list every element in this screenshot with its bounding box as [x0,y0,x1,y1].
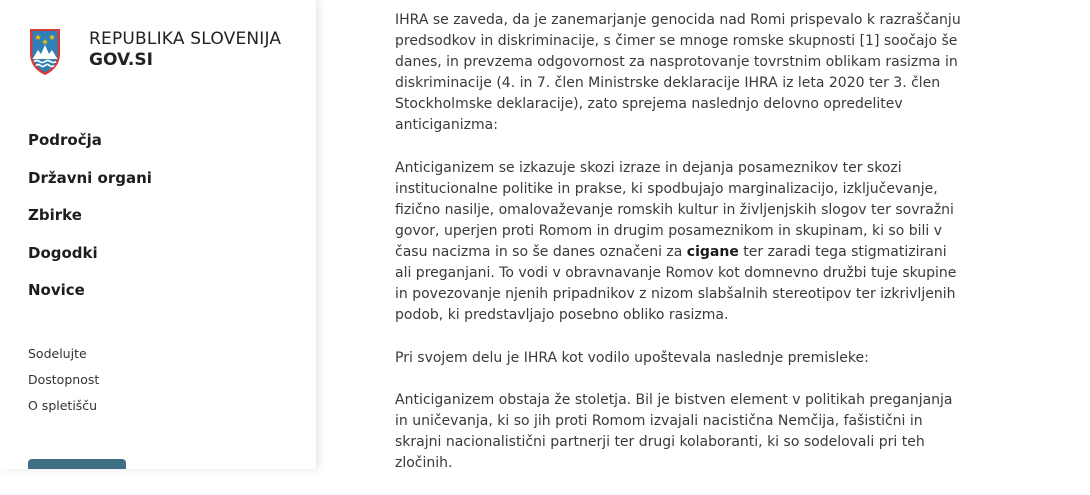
main-navigation [28,128,152,316]
paragraph-considerations-intro: Pri svojem delu je IHRA kot vodilo upoštevala naslednje premisleke: [395,349,869,366]
sidebar [0,0,317,469]
definition-text-start: Anticiganizem se izkazuje skozi izraze in dejanja posameznikov ter skozi institucionalne politike in prakse, ki spodbujajo marginalizacijo, izključevanje, fizično nasilje, omalovaževanje romskih kultur in življenjskih slogov ter sovražni govor, uperjen proti Romom in drugim posameznikom in skupinam, ki so bili v času nacizma in so še danes označeni za [395,159,954,261]
definition-bold-term: cigane [686,244,739,261]
paragraph-history: Anticiganizem obstaja že stoletja. Bil je bistven element v politikah preganjanja in uničevanja, ki so jih proti Romom izvajali nacistična Nemčija, fašistični in skrajni nacionalistični partnerji ter drugi kolaboranti, ki so sodelovali pri teh zločinih. [395,391,953,471]
article-content [395,10,965,495]
nav-item-drzavni-organi[interactable]: Državni organi [28,168,152,187]
nav-link-o-spletiscu[interactable]: O spletišču [28,398,98,413]
nav-link-dostopnost[interactable]: Dostopnost [28,372,100,387]
logo-text [89,27,281,71]
logo-line-republic: REPUBLIKA SLOVENIJA [89,29,282,49]
paragraph-ihra-intro: IHRA se zaveda, da je zanemarjanje genocida nad Romi prispevalo k razraščanju predsodkov in diskriminacije, s čimer se mnoge romske skupnosti [1] soočajo še danes, in prevzema odgovornost za nasprotovanje tovrstnim oblikam rasizma in diskriminacije (4. in 7. člen Ministrske deklaracije IHRA iz leta 2020 ter 3. člen Stockholmske deklaracije), zato sprejema naslednjo delovno opredelitev anticiganizma: [395,12,961,134]
nav-item-novice[interactable]: Novice [28,281,85,299]
nav-item-dogodki[interactable]: Dogodki [28,243,98,262]
secondary-navigation [28,344,99,422]
site-logo[interactable] [28,27,281,76]
paragraph-definition [395,158,965,327]
coat-of-arms-icon [28,28,62,76]
nav-item-zbirke[interactable]: Zbirke [28,206,82,224]
nav-item-podrocja[interactable]: Področja [28,131,102,149]
definition-text-end: ter zaradi tega stigmatizirani ali preganjani. To vodi v obravnavanje Romov kot domnevno družbi tuje skupine in povezovanje njenih pripadnikov z nizom slabšalnih stereotipov ter izkrivljenih podob, ki predstavljajo posebno obliko rasizma. [395,244,957,324]
logo-line-govsi: GOV.SI [89,50,153,70]
sidebar-action-button[interactable] [28,459,126,469]
nav-link-sodelujte[interactable]: Sodelujte [28,346,87,361]
